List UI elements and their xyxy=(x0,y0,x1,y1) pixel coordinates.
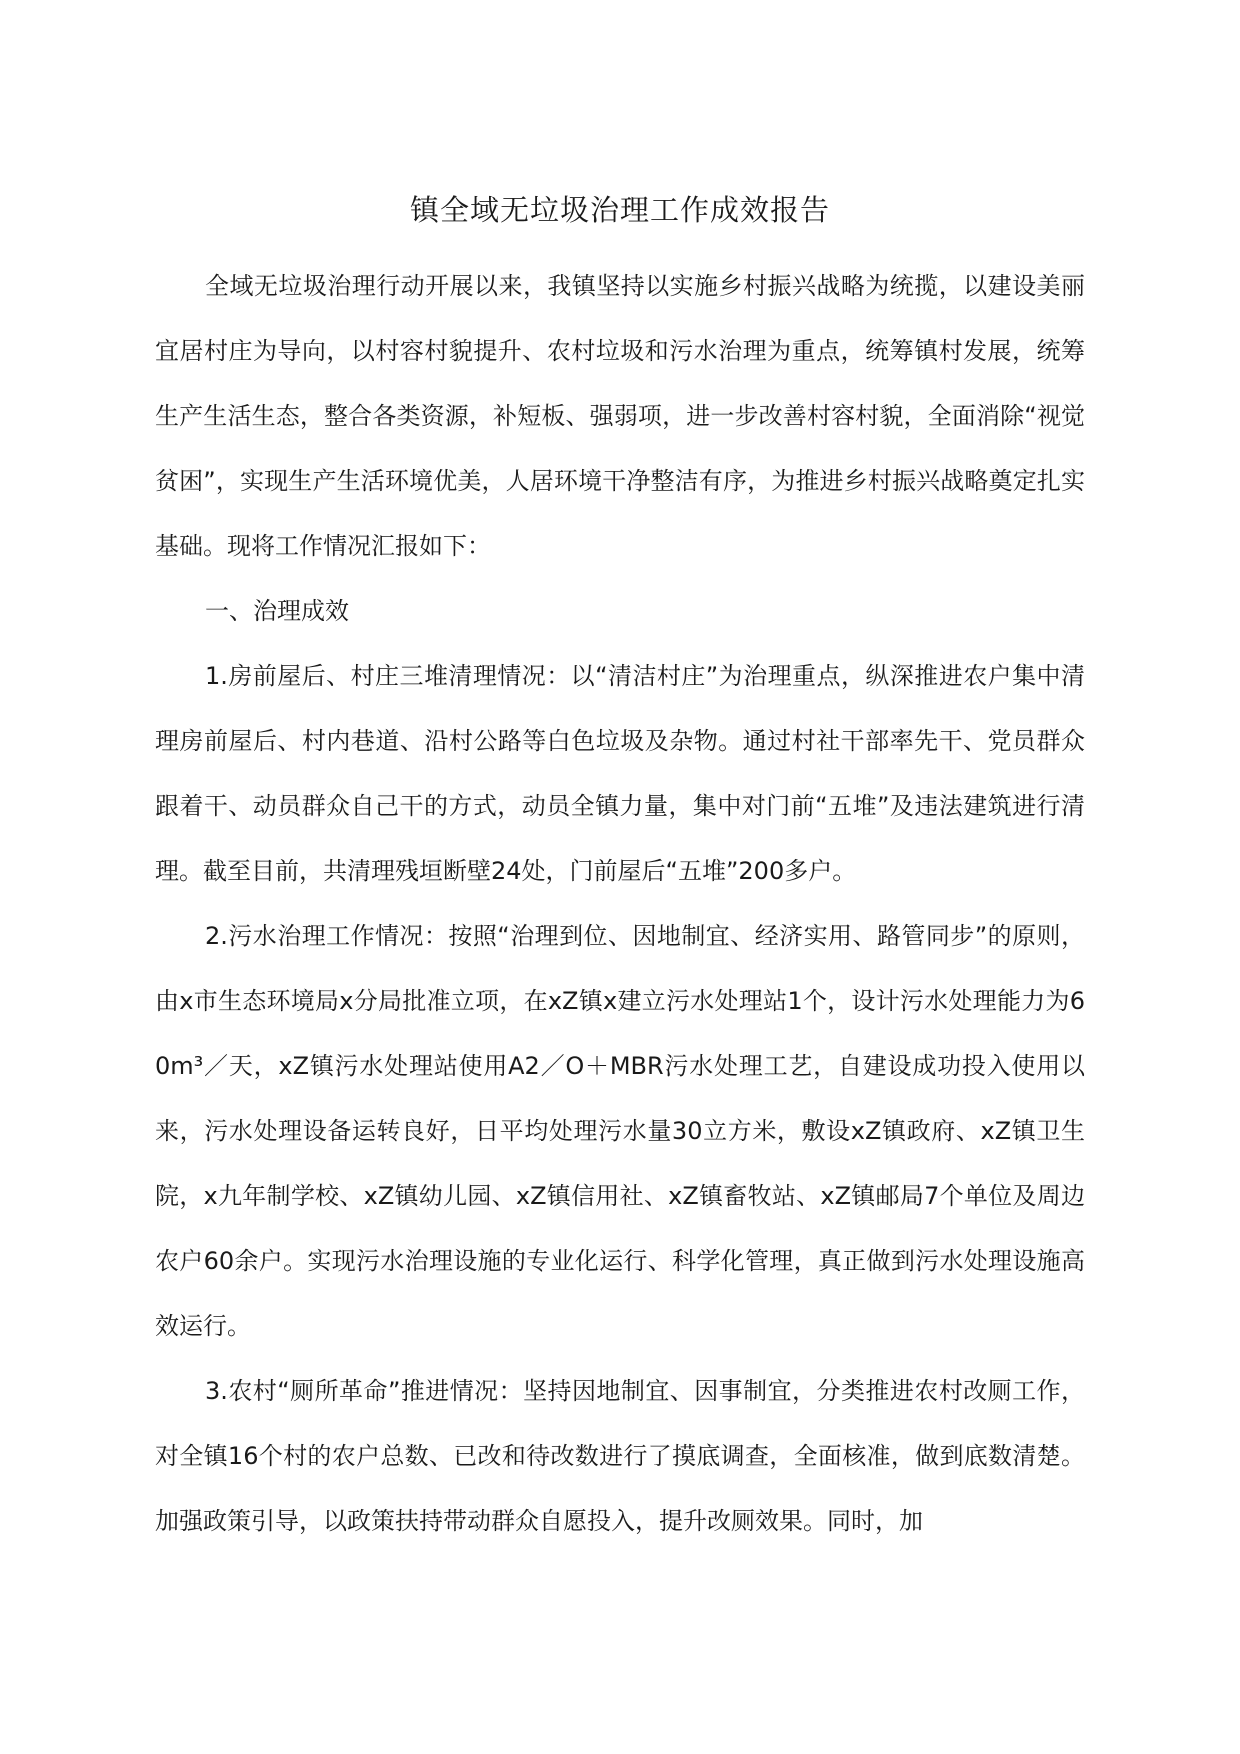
paragraph-sewage: 2.污水治理工作情况：按照“治理到位、因地制宜、经济实用、路管同步”的原则，由x市生态环境局x分局批准立项，在xZ镇x建立污水处理站1个，设计污水处理能力为60m³／天，xZ镇污水处理站使用A2／O＋MBR污水处理工艺，自建设成功投入使用以来，污水处理设备运转良好，日平均处理污水量30立方米，敷设xZ镇政府、xZ镇卫生院，x九年制学校、xZ镇幼儿园、xZ镇信用社、xZ镇畜牧站、xZ镇邮局7个单位及周边农户60余户。实现污水治理设施的专业化运行、科学化管理，真正做到污水处理设施高效运行。 xyxy=(155,922,1085,1340)
document-body xyxy=(155,254,1085,1554)
paragraph-intro: 全域无垃圾治理行动开展以来，我镇坚持以实施乡村振兴战略为统揽，以建设美丽宜居村庄为导向，以村容村貌提升、农村垃圾和污水治理为重点，统筹镇村发展，统筹生产生活生态，整合各类资源，补短板、强弱项，进一步改善村容村貌，全面消除“视觉贫困”，实现生产生活环境优美，人居环境干净整洁有序，为推进乡村振兴战略奠定扎实基础。现将工作情况汇报如下： xyxy=(155,272,1085,560)
paragraph-toilet-revolution: 3.农村“厕所革命”推进情况：坚持因地制宜、因事制宜，分类推进农村改厕工作，对全镇16个村的农户总数、已改和待改数进行了摸底调查，全面核准，做到底数清楚。加强政策引导，以政策扶持带动群众自愿投入，提升改厕效果。同时，加 xyxy=(155,1377,1085,1535)
section-heading-results: 一、治理成效 xyxy=(205,597,349,625)
paragraph-cleanup: 1.房前屋后、村庄三堆清理情况：以“清洁村庄”为治理重点，纵深推进农户集中清理房前屋后、村内巷道、沿村公路等白色垃圾及杂物。通过村社干部率先干、党员群众跟着干、动员群众自己干的方式，动员全镇力量，集中对门前“五堆”及违法建筑进行清理。截至目前，共清理残垣断壁24处，门前屋后“五堆”200多户。 xyxy=(155,662,1085,885)
document-title: 镇全域无垃圾治理工作成效报告 xyxy=(409,193,830,227)
